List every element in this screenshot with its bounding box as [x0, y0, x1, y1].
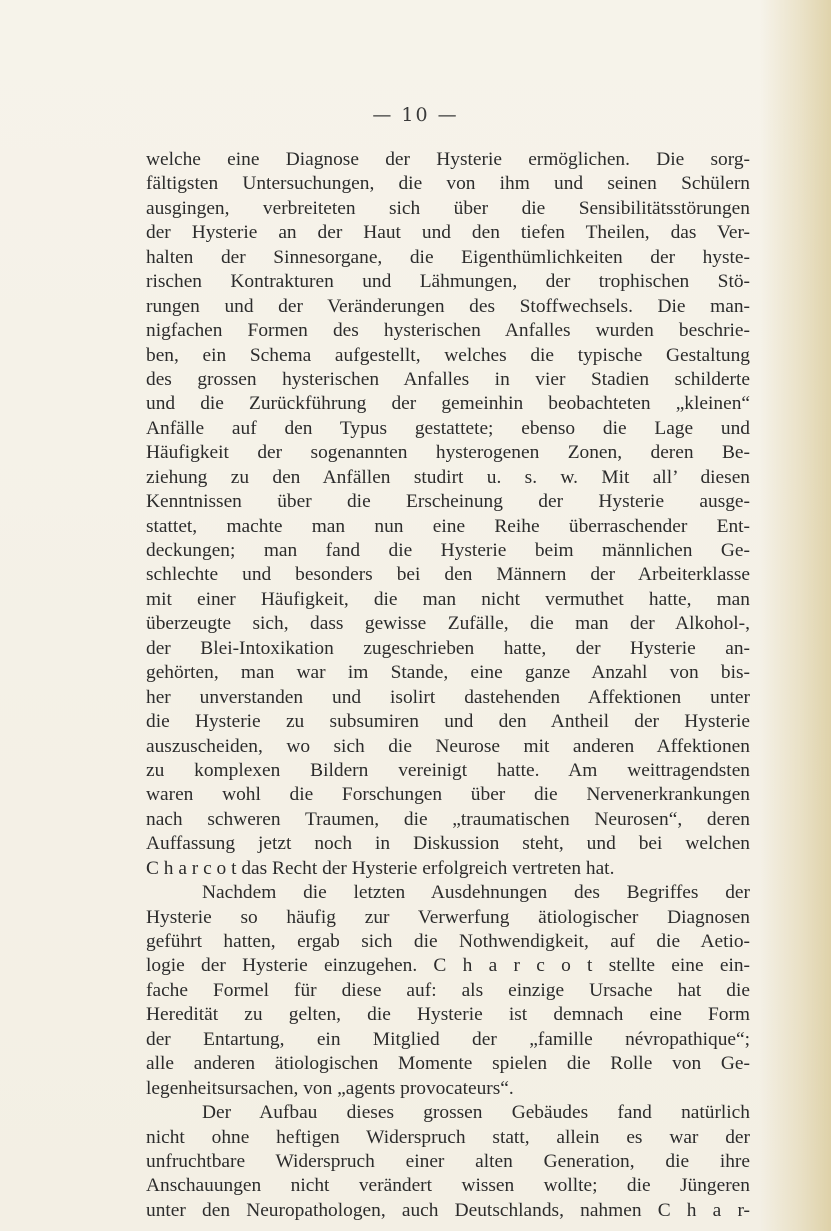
text-line: fache Formel für diese auf: als einzige Ursache hat die: [146, 979, 750, 1001]
text-line: mit einer Häufigkeit, die man nicht vermuthet hatte, man: [146, 588, 750, 610]
text-line: Anfälle auf den Typus gestattete; ebenso die Lage und: [146, 417, 750, 439]
text-line: ausgingen, verbreiteten sich über die Sensibilitätsstörungen: [146, 197, 750, 219]
text-line: Heredität zu gelten, die Hysterie ist demnach eine Form: [146, 1004, 750, 1026]
text-line: der Hysterie an der Haut und den tiefen Theilen, das Ver-: [146, 222, 750, 244]
text-line: unter den Neuropathologen, auch Deutschlands, nahmen C h a r-: [146, 1199, 750, 1221]
text-line: auszuscheiden, wo sich die Neurose mit anderen Affektionen: [146, 735, 750, 757]
text-line-paragraph-end: legenheitsursachen, von „agents provocateurs“.: [146, 1077, 514, 1099]
text-line: die Hysterie zu subsumiren und den Antheil der Hysterie: [146, 711, 750, 733]
body-text: [146, 148, 750, 1223]
text-line: der Blei-Intoxikation zugeschrieben hatte, der Hysterie an-: [146, 637, 750, 659]
text-line: nigfachen Formen des hysterischen Anfalles wurden beschrie-: [146, 320, 750, 342]
text-line: ziehung zu den Anfällen studirt u. s. w. Mit all’ diesen: [146, 466, 750, 488]
text-line: stattet, machte man nun eine Reihe überraschender Ent-: [146, 515, 750, 537]
text-line: rischen Kontrakturen und Lähmungen, der trophischen Stö-: [146, 271, 750, 293]
text-line: fältigsten Untersuchungen, die von ihm und seinen Schülern: [146, 173, 750, 195]
text-line: deckungen; man fand die Hysterie beim männlichen Ge-: [146, 540, 750, 561]
text-line: ben, ein Schema aufgestellt, welches die typische Gestaltung: [146, 344, 750, 366]
text-line: welche eine Diagnose der Hysterie ermöglichen. Die sorg-: [146, 149, 750, 170]
text-line: Hysterie so häufig zur Verwerfung ätiologischer Diagnosen: [146, 906, 750, 928]
text-line: und die Zurückführung der gemeinhin beobachteten „kleinen“: [146, 393, 750, 415]
text-line: der Entartung, ein Mitglied der „famille névropathique“;: [146, 1028, 750, 1050]
text-line: schlechte und besonders bei den Männern der Arbeiterklasse: [146, 564, 750, 586]
text-line: nach schweren Traumen, die „traumatischen Neurosen“, deren: [146, 808, 750, 830]
text-line: gehörten, man war im Stande, eine ganze Anzahl von bis-: [146, 662, 750, 684]
text-line: Auffassung jetzt noch in Diskussion steht, und bei welchen: [146, 833, 750, 855]
text-line: halten der Sinnesorgane, die Eigenthümlichkeiten der hyste-: [146, 246, 750, 268]
text-line-paragraph-end: C h a r c o t das Recht der Hysterie erfolgreich vertreten hat.: [146, 857, 615, 879]
text-line-paragraph-start: Der Aufbau dieses grossen Gebäudes fand natürlich: [202, 1102, 750, 1124]
text-line: des grossen hysterischen Anfalles in vier Stadien schilderte: [146, 368, 750, 390]
text-line: überzeugte sich, dass gewisse Zufälle, die man der Alkohol-,: [146, 613, 750, 635]
page-number: — 10 —: [372, 104, 459, 126]
text-line: alle anderen ätiologischen Momente spielen die Rolle von Ge-: [146, 1053, 750, 1075]
text-line-paragraph-start: Nachdem die letzten Ausdehnungen des Begriffes der: [202, 882, 750, 904]
text-line: Kenntnissen über die Erscheinung der Hysterie ausge-: [146, 491, 750, 513]
text-line: her unverstanden und isolirt dastehenden Affektionen unter: [146, 686, 750, 708]
text-line: logie der Hysterie einzugehen. C h a r c o t stellte eine ein-: [146, 955, 750, 977]
text-line: rungen und der Veränderungen des Stoffwechsels. Die man-: [146, 295, 750, 317]
text-line: unfruchtbare Widerspruch einer alten Generation, die ihre: [146, 1150, 750, 1172]
text-line: geführt hatten, ergab sich die Nothwendigkeit, auf die Aetio-: [146, 931, 750, 952]
text-line: nicht ohne heftigen Widerspruch statt, allein es war der: [146, 1126, 750, 1148]
text-line: zu komplexen Bildern vereinigt hatte. Am weittragendsten: [146, 759, 750, 781]
text-line: Häufigkeit der sogenannten hysterogenen Zonen, deren Be-: [146, 442, 750, 464]
text-line: Anschauungen nicht verändert wissen wollte; die Jüngeren: [146, 1175, 750, 1197]
text-line: waren wohl die Forschungen über die Nervenerkrankungen: [146, 784, 750, 806]
